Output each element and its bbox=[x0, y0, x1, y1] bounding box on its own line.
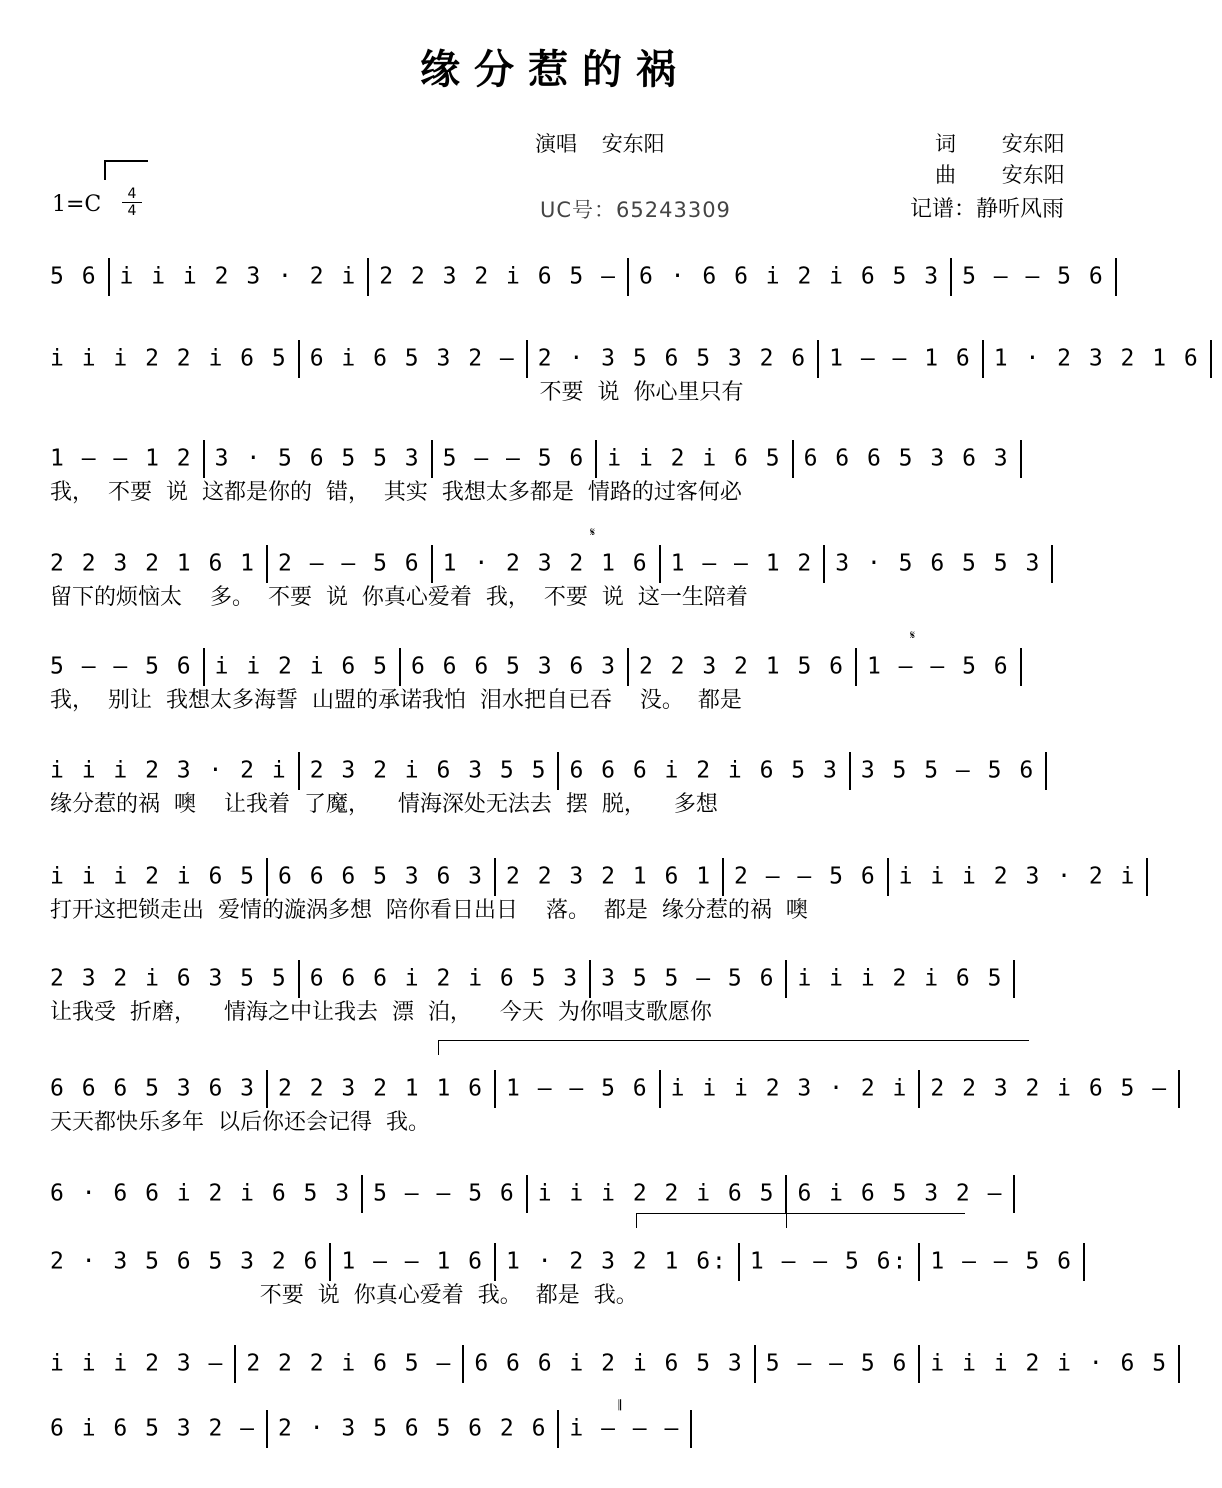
bar-line bbox=[887, 858, 889, 896]
lyrics-line: 打开这把锁走出 爱情的漩涡多想 陪你看日出日 落。 都是 缘分惹的祸 噢 bbox=[50, 898, 808, 923]
bar-line bbox=[1045, 752, 1047, 790]
measure: i i i 2 i 6 5 bbox=[50, 863, 257, 890]
notation-line bbox=[50, 440, 1060, 472]
measure: 1 – – 5 6: bbox=[749, 1248, 909, 1275]
composer-label: 曲 bbox=[935, 163, 956, 187]
measure: i i i 2 2 i 6 5 bbox=[537, 1180, 776, 1207]
measure: i i 2 i 6 5 bbox=[607, 445, 782, 472]
measure: 2 2 2 i 6 5 – bbox=[246, 1350, 453, 1377]
bar-line bbox=[792, 440, 794, 478]
score-system bbox=[50, 1410, 1060, 1478]
segno-icon: 𝄋 bbox=[910, 628, 916, 642]
bar-line bbox=[754, 1345, 756, 1383]
bar-line bbox=[1013, 1175, 1015, 1213]
end-mark-icon: 𝄂 bbox=[618, 1398, 622, 1414]
bar-line bbox=[494, 1070, 496, 1108]
composer-credit bbox=[935, 159, 1065, 189]
segno-icon: 𝄋 bbox=[590, 525, 596, 539]
bar-line bbox=[950, 258, 952, 296]
measure: 2 3 2 i 6 3 5 5 bbox=[50, 965, 288, 992]
bar-line bbox=[982, 340, 984, 378]
measure: 6 i 6 5 3 2 – bbox=[309, 345, 516, 372]
measure: 2 · 3 5 6 5 3 2 6 bbox=[537, 345, 808, 372]
uc-number: UC号：65243309 bbox=[540, 198, 731, 222]
bar-line bbox=[1020, 440, 1022, 478]
singer-name: 安东阳 bbox=[601, 132, 665, 156]
measure: i i i 2 i · 6 5 bbox=[930, 1350, 1169, 1377]
measure: 5 – – 5 6 bbox=[442, 445, 586, 472]
notation-line bbox=[50, 545, 1060, 577]
measure: 1 · 2 3 2 1 6 bbox=[993, 345, 1200, 372]
bar-line bbox=[1146, 858, 1148, 896]
lyricist-name: 安东阳 bbox=[1001, 132, 1065, 156]
measure: 6 i 6 5 3 2 – bbox=[797, 1180, 1004, 1207]
score-system bbox=[50, 440, 1060, 508]
measure: 1 – – 1 6 bbox=[341, 1248, 485, 1275]
score-system bbox=[50, 545, 1060, 613]
score-system bbox=[50, 960, 1060, 1028]
measure: 2 2 3 2 1 5 6 bbox=[638, 653, 845, 680]
volta-bracket-2 bbox=[786, 1213, 965, 1228]
measure: 2 2 3 2 i 6 5 – bbox=[930, 1075, 1169, 1102]
score-system bbox=[50, 340, 1200, 408]
measure: 6 6 6 i 2 i 6 5 3 bbox=[474, 1350, 744, 1377]
measure: i i 2 i 6 5 bbox=[214, 653, 389, 680]
time-signature bbox=[122, 186, 142, 219]
lyrics-line: 留下的烦恼太 多。 不要 说 你真心爱着 我， 不要 说 这一生陪着 bbox=[50, 585, 748, 610]
score-system bbox=[50, 858, 1137, 926]
bar-line bbox=[298, 752, 300, 790]
bar-line bbox=[266, 545, 268, 583]
bar-line bbox=[557, 752, 559, 790]
notation-line bbox=[50, 648, 1060, 680]
score-system bbox=[50, 752, 1060, 820]
measure: 2 2 3 2 i 6 5 – bbox=[379, 263, 617, 290]
volta-bracket bbox=[438, 1040, 1029, 1055]
bar-line bbox=[234, 1345, 236, 1383]
bar-line bbox=[595, 440, 597, 478]
measure: 2 · 3 5 6 5 3 2 6 bbox=[50, 1248, 320, 1275]
measure: 6 6 6 5 3 6 3 bbox=[410, 653, 617, 680]
score-system bbox=[50, 1243, 1074, 1311]
bar-line bbox=[462, 1345, 464, 1383]
bar-line bbox=[203, 648, 205, 686]
bar-line bbox=[722, 858, 724, 896]
singer-credit bbox=[535, 128, 665, 158]
bar-line bbox=[526, 1175, 528, 1213]
measure: 1 – – 5 6 bbox=[506, 1075, 649, 1102]
bar-line bbox=[918, 1243, 920, 1281]
bar-line bbox=[431, 440, 433, 478]
bar-line bbox=[494, 1243, 496, 1281]
lyrics-line: 不要 说 你心里只有 bbox=[50, 380, 744, 405]
measure: 2 2 3 2 1 6 1 bbox=[50, 550, 257, 577]
measure: 2 2 3 2 1 6 1 bbox=[506, 863, 713, 890]
measure: 6 6 6 i 2 i 6 5 3 bbox=[569, 757, 839, 784]
measure: 3 · 5 6 5 5 3 bbox=[835, 550, 1042, 577]
bar-line bbox=[367, 258, 369, 296]
transcriber-credit: 记谱：静听风雨 bbox=[910, 197, 1065, 222]
measure: 5 – – 5 6 bbox=[765, 1350, 909, 1377]
measure: 6 · 6 6 i 2 i 6 5 3 bbox=[50, 1180, 352, 1207]
measure: i i i 2 3 · 2 i bbox=[898, 863, 1137, 890]
lyrics-line: 缘分惹的祸 噢 让我着 了魔， 情海深处无法去 摆 脱， 多想 bbox=[50, 792, 718, 817]
bar-line bbox=[266, 1410, 268, 1448]
measure: 5 – – 5 6 bbox=[373, 1180, 516, 1207]
measure: 2 – – 5 6 bbox=[278, 550, 421, 577]
volta-bracket-1 bbox=[636, 1213, 787, 1228]
notation-line bbox=[50, 258, 1105, 290]
bar-line bbox=[494, 858, 496, 896]
bar-line bbox=[785, 1175, 787, 1213]
bar-line bbox=[659, 545, 661, 583]
bar-line bbox=[431, 545, 433, 583]
measure: i i i 2 3 · 2 i bbox=[119, 263, 358, 290]
bar-line bbox=[817, 340, 819, 378]
bar-line bbox=[918, 1345, 920, 1383]
measure: 6 6 6 5 3 6 3 bbox=[50, 1075, 257, 1102]
bar-line bbox=[1210, 340, 1212, 378]
key-signature: 1=C bbox=[52, 192, 102, 217]
measure: 2 3 2 i 6 3 5 5 bbox=[309, 757, 548, 784]
score-system bbox=[50, 648, 1060, 716]
bar-line bbox=[298, 960, 300, 998]
notation-line bbox=[50, 1175, 1060, 1207]
measure: 1 – – 1 2 bbox=[670, 550, 814, 577]
measure: 3 5 5 – 5 6 bbox=[601, 965, 776, 992]
lyrics-line: 让我受 折磨， 情海之中让我去 漂 泊， 今天 为你唱支歌愿你 bbox=[50, 1000, 712, 1025]
singer-label: 演唱 bbox=[535, 132, 577, 156]
measure: i i i 2 i 6 5 bbox=[797, 965, 1004, 992]
notation-line bbox=[50, 1070, 1169, 1102]
bar-line bbox=[849, 752, 851, 790]
lyrics-line bbox=[50, 1448, 1060, 1478]
bar-line bbox=[1178, 1070, 1180, 1108]
bar-line bbox=[399, 648, 401, 686]
score-system bbox=[50, 258, 1105, 326]
lyrics-line bbox=[50, 296, 1060, 326]
bar-line bbox=[627, 258, 629, 296]
bar-line bbox=[557, 1410, 559, 1448]
bracket-mark bbox=[104, 160, 148, 180]
lyrics-line: 不要 说 你真心爱着 我。 都是 我。 bbox=[50, 1283, 638, 1308]
measure: 5 – – 5 6 bbox=[962, 263, 1105, 290]
bar-line bbox=[589, 960, 591, 998]
bar-line bbox=[266, 858, 268, 896]
notation-line bbox=[50, 752, 1060, 784]
measure: 6 i 6 5 3 2 – bbox=[50, 1415, 257, 1442]
time-signature-numerator: 4 bbox=[122, 186, 142, 203]
bar-line bbox=[1178, 1345, 1180, 1383]
notation-line bbox=[50, 1345, 1169, 1377]
measure: 6 6 6 5 3 6 3 bbox=[278, 863, 485, 890]
measure: 1 – – 5 6 bbox=[930, 1248, 1074, 1275]
measure: 6 · 6 6 i 2 i 6 5 3 bbox=[638, 263, 941, 290]
time-signature-denominator: 4 bbox=[127, 203, 137, 219]
measure: 1 · 2 3 2 1 6 bbox=[442, 550, 649, 577]
lyrics-line: 天天都快乐多年 以后你还会记得 我。 bbox=[50, 1110, 430, 1135]
measure: 2 · 3 5 6 5 6 2 6 bbox=[278, 1415, 548, 1442]
measure: 1 – – 1 6 bbox=[829, 345, 972, 372]
notation-line bbox=[50, 858, 1137, 890]
bar-line bbox=[329, 1243, 331, 1281]
score-system bbox=[50, 1345, 1169, 1413]
measure: 6 6 6 i 2 i 6 5 3 bbox=[309, 965, 580, 992]
lyrics-line: 我， 不要 说 这都是你的 错， 其实 我想太多都是 情路的过客何必 bbox=[50, 480, 742, 505]
song-title: 缘分惹的祸 bbox=[420, 46, 690, 93]
bar-line bbox=[1051, 545, 1053, 583]
lyrics-line bbox=[50, 1383, 1060, 1413]
bar-line bbox=[298, 340, 300, 378]
notation-line bbox=[50, 960, 1060, 992]
bar-line bbox=[785, 960, 787, 998]
bar-line bbox=[690, 1410, 692, 1448]
lyrics-line: 我， 别让 我想太多海誓 山盟的承诺我怕 泪水把自已吞 没。 都是 bbox=[50, 688, 742, 713]
bar-line bbox=[855, 648, 857, 686]
measure: i i i 2 3 – bbox=[50, 1350, 225, 1377]
bar-line bbox=[1115, 258, 1117, 296]
bar-line bbox=[361, 1175, 363, 1213]
bar-line bbox=[1013, 960, 1015, 998]
measure: 1 – – 1 2 bbox=[50, 445, 193, 472]
measure: 3 5 5 – 5 6 bbox=[860, 757, 1036, 784]
bar-line bbox=[738, 1243, 740, 1281]
measure: 2 2 3 2 1 1 6 bbox=[278, 1075, 485, 1102]
notation-line bbox=[50, 1410, 1060, 1442]
bar-line bbox=[823, 545, 825, 583]
bar-line bbox=[918, 1070, 920, 1108]
notation-line bbox=[50, 1243, 1074, 1275]
bar-line bbox=[1020, 648, 1022, 686]
score-system bbox=[50, 1175, 1060, 1243]
measure: 6 6 6 5 3 6 3 bbox=[803, 445, 1010, 472]
bar-line bbox=[266, 1070, 268, 1108]
measure: i i i 2 3 · 2 i bbox=[670, 1075, 909, 1102]
bar-line bbox=[526, 340, 528, 378]
lyricist-credit bbox=[935, 128, 1065, 158]
composer-name: 安东阳 bbox=[1001, 163, 1065, 187]
score-system bbox=[50, 1070, 1169, 1138]
bar-line bbox=[627, 648, 629, 686]
measure: i i i 2 2 i 6 5 bbox=[50, 345, 288, 372]
measure: 2 – – 5 6 bbox=[734, 863, 877, 890]
bar-line bbox=[1083, 1243, 1085, 1281]
notation-line bbox=[50, 340, 1200, 372]
measure: 5 6 bbox=[50, 263, 98, 290]
measure: i – – – bbox=[569, 1415, 681, 1442]
bar-line bbox=[659, 1070, 661, 1108]
measure: 1 · 2 3 2 1 6: bbox=[506, 1248, 728, 1275]
bar-line bbox=[203, 440, 205, 478]
lyricist-label: 词 bbox=[935, 132, 956, 156]
measure: 1 – – 5 6 bbox=[866, 653, 1010, 680]
measure: 5 – – 5 6 bbox=[50, 653, 193, 680]
measure: 3 · 5 6 5 5 3 bbox=[214, 445, 421, 472]
measure: i i i 2 3 · 2 i bbox=[50, 757, 288, 784]
bar-line bbox=[108, 258, 110, 296]
